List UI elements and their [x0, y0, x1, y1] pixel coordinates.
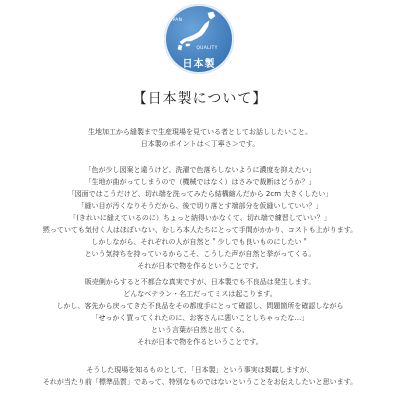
quotes-paragraph: [0, 164, 400, 272]
defect-line: 「せっかく買ってくれたのに、お客さんに悪いことしちゃったな…」: [91, 314, 309, 322]
quote-line: 「縫い目が汚くなりそうだから、後で切り落とす端部分を仮縫いしていい？」: [77, 202, 323, 210]
intro-line: 日本製のポイントは＜丁寧さ＞です。: [140, 140, 260, 148]
intro-paragraph: [0, 126, 400, 150]
defect-line: どんなベテラン・名工だってミスは起こります。: [123, 290, 277, 298]
japan-quality-badge: [164, 4, 234, 74]
badge-japan-text: JAPAN: [167, 18, 183, 23]
quote-line: 「色が少し図案と違うけど、洗濯で色落ちしないように濃度を抑えたい」: [84, 166, 316, 174]
intro-line: 生地加工から縫製まで生産現場を見ている者としてお話ししたいこと。: [88, 128, 312, 136]
defects-paragraph: [0, 276, 400, 348]
closing-line: そうした現場を知るものとして、「日本製」という事実は掲載しますが、: [86, 366, 314, 374]
badge-quality-text: QUALITY: [196, 46, 218, 51]
quote-line: しかしながら、それぞれの人が自然と＂少しでも良いものにしたい＂: [91, 238, 309, 246]
quote-line: それが日本で物を作るということです。: [137, 262, 263, 270]
defect-line: 販売側からすると不都合な真実ですが、日本製でも不良品は発生します。: [84, 278, 316, 286]
defect-line: しかし、客先から戻ってきた不良品をその都度手にとって確認し、問題箇所を確認しながら: [56, 302, 344, 310]
quote-line: という気持ちを持っているからこそ、こうした声が自然と挙がってくる。: [84, 250, 316, 258]
page-title: 【日本製について】: [132, 91, 268, 107]
closing-paragraph: [0, 364, 400, 388]
badge-main-text: 日本製: [182, 59, 216, 70]
quote-line: 黙っていても気付く人はほぼいない、むしろ本人たちにとって手間がかかり、コストも上がります。: [42, 226, 358, 234]
quote-line: 「(きれいに縫えているのに）ちょっと納得いかなくて、切れ端で練習していい？」: [69, 214, 331, 222]
quote-line: 「図面ではこうだけど、切れ端を洗ってみたら結構縮んだから 2cm 大きくしたい」: [67, 190, 333, 198]
quote-line: 「生地が曲がってしまうので（機械ではなく）はさみで裁断はどうか？」: [84, 178, 316, 186]
defect-line: それが日本で物を作るということです。: [137, 338, 263, 346]
closing-line: それが当たり前「標準品質」であって、特別なものではないということをお伝えしたいと思います。: [42, 378, 358, 386]
defect-line: という言葉が自然と出てくる、: [151, 326, 249, 334]
